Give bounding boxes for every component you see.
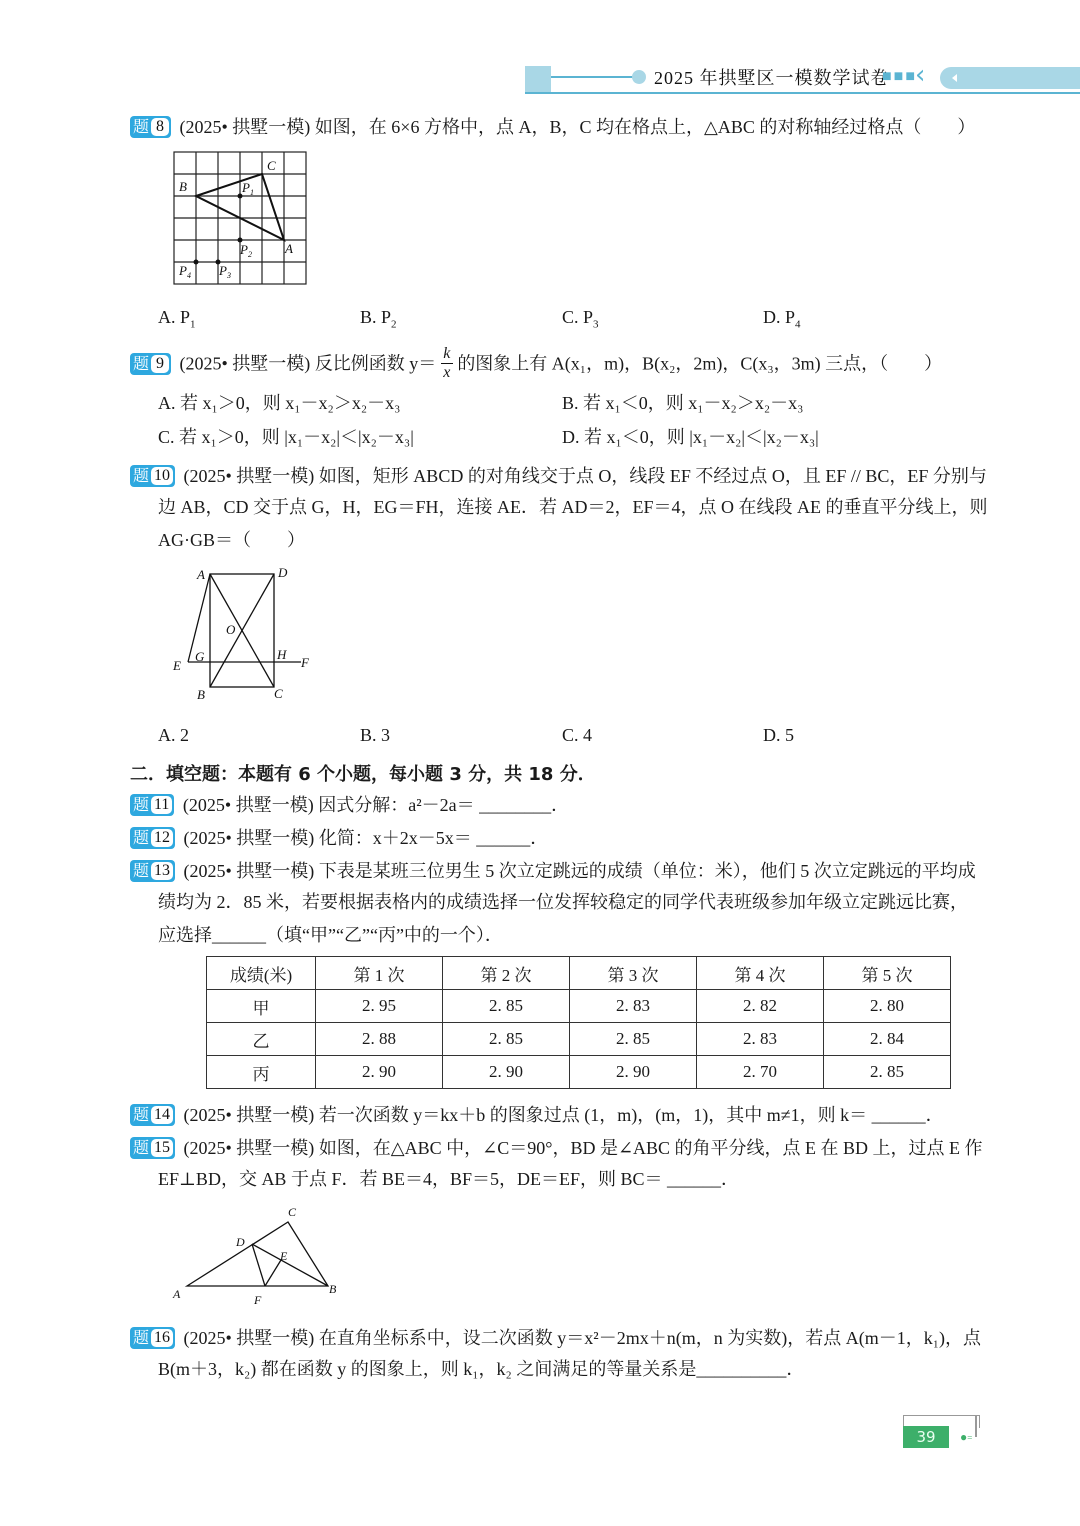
question-text-line: 绩均为 2．85 米，若要根据表格内的成绩选择一位发挥较稳定的同学代表班级参加年级立定跳远比赛，	[158, 892, 968, 912]
grid-triangle-figure	[172, 150, 312, 286]
header-title: 2025 年拱墅区一模数学试卷	[654, 68, 890, 88]
svg-text:C: C	[274, 686, 283, 701]
chevron-left-icon: ‹	[915, 60, 926, 90]
question-badge: 题 14	[130, 1104, 175, 1126]
svg-text:B: B	[179, 179, 187, 194]
option-a[interactable]: A. 2	[158, 725, 189, 745]
question-source: (2025• 拱墅一模)	[179, 353, 311, 374]
question-8	[130, 114, 975, 138]
question-13: 题 13 (2025• 拱墅一模) 下表是某班三位男生 5 次立定跳远的成绩（单位：米），他们 5 次立定跳远的平均成	[130, 858, 976, 882]
question-text-line: 边 AB，CD 交于点 G，H，EG＝FH，连接 AE．若 AD＝2，EF＝4，点 O 在线段 AE 的垂直平分线上，则	[158, 497, 988, 517]
svg-text:P3: $P_3$	[219, 263, 231, 280]
option-a[interactable]: A. 若 x₁＞0，则 x₁－x₂＞x₂－x₃	[158, 393, 401, 413]
scores-table	[206, 956, 951, 1089]
header-dots-icon: ■ ■ ■	[882, 68, 914, 85]
question-source: (2025• 拱墅一模)	[179, 116, 311, 137]
svg-text:F: F	[254, 1293, 262, 1307]
question-source: (2025• 拱墅一模)	[183, 1104, 315, 1125]
svg-text:F: F	[301, 655, 309, 670]
question-15: 题 15 (2025• 拱墅一模) 如图，在△ABC 中，∠C＝90°，BD 是∠ABC 的角平分线，点 E 在 BD 上，过点 E 作	[130, 1135, 983, 1159]
option-b[interactable]: B. 若 x₁＜0，则 x₁－x₂＞x₂－x₃	[562, 393, 804, 413]
svg-text:A: A	[197, 567, 205, 582]
option-c[interactable]: C. 4	[562, 725, 593, 745]
header-decor-line	[551, 76, 635, 78]
option-c[interactable]: C. 若 x₁＞0，则 |x₁－x₂|＜|x₂－x₃|	[158, 427, 414, 447]
question-text: 若一次函数 y＝kx＋b 的图象过点 (1，m)，(m，1)，其中 m≠1，则 k＝ ______．	[318, 1104, 944, 1125]
svg-text:E: E	[280, 1249, 288, 1263]
triangle-bisector-figure	[168, 1200, 348, 1312]
svg-text:D: D	[236, 1235, 245, 1249]
svg-text:B: B	[329, 1282, 337, 1296]
question-badge: 题 8	[130, 116, 171, 138]
svg-text:C: C	[267, 158, 276, 173]
question-badge: 题 15	[130, 1137, 175, 1159]
svg-text:D: D	[278, 565, 288, 580]
table-row: 甲 2. 95 2. 85 2. 83 2. 82 2. 80	[207, 990, 951, 1023]
option-a[interactable]: A. $P_1$	[158, 307, 196, 331]
page-number: 39	[903, 1426, 949, 1448]
rectangle-figure	[168, 562, 318, 704]
section-heading: 二．填空题：本题有 6 个小题，每小题 3 分，共 18 分．	[130, 764, 596, 785]
option-d[interactable]: D. $P_4$	[763, 307, 801, 331]
header-rule	[525, 92, 1080, 94]
question-10: 题 10 (2025• 拱墅一模) 如图，矩形 ABCD 的对角线交于点 O，线段 EF 不经过点 O，且 EF // BC，EF 分别与	[130, 463, 987, 487]
question-source: (2025• 拱墅一模)	[183, 827, 315, 848]
question-source: (2025• 拱墅一模)	[183, 860, 315, 881]
question-text-line: 应选择______（填“甲”“乙”“丙”中的一个）．	[158, 925, 503, 945]
svg-text:C: C	[288, 1205, 297, 1219]
fraction: $\frac{k}{x}$	[441, 346, 453, 381]
svg-text:G: G	[195, 649, 205, 664]
question-badge: 题 12	[130, 827, 175, 849]
question-source: (2025• 拱墅一模)	[182, 794, 314, 815]
question-text-line: AG·GB＝（ ）	[158, 530, 305, 550]
option-d[interactable]: D. 5	[763, 725, 794, 745]
header-decor-block	[525, 66, 551, 94]
question-text: 化简：x＋2x－5x＝ ______．	[318, 827, 549, 848]
page-number-frame	[975, 1415, 977, 1437]
question-badge: 题 13	[130, 860, 175, 882]
question-text: 如图，在 6×6 方格中，点 A，B，C 均在格点上，△ABC 的对称轴经过格点（ ）	[314, 116, 976, 137]
question-text: 因式分解：a²－2a＝ ________．	[318, 794, 570, 815]
svg-text:E: E	[173, 658, 181, 673]
svg-text:B: B	[197, 687, 205, 702]
question-source: (2025• 拱墅一模)	[183, 1327, 315, 1348]
header-decor-pill	[940, 67, 1080, 89]
svg-text:P1: $P_1$	[242, 180, 254, 197]
svg-text:O: O	[226, 622, 236, 637]
question-badge: 题 9	[130, 353, 171, 375]
question-badge: 题 16	[130, 1327, 175, 1349]
plug-icon: ●=	[960, 1430, 973, 1444]
question-badge: 题 11	[130, 794, 174, 816]
option-d[interactable]: D. 若 x₁＜0，则 |x₁－x₂|＜|x₂－x₃|	[562, 427, 819, 447]
option-c[interactable]: C. $P_3$	[562, 307, 599, 331]
option-b[interactable]: B. 3	[360, 725, 391, 745]
table-row: 乙 2. 88 2. 85 2. 85 2. 83 2. 84	[207, 1023, 951, 1056]
triangle-left-icon	[952, 74, 957, 82]
question-16: 题 16 (2025• 拱墅一模) 在直角坐标系中，设二次函数 y＝x²－2mx＋n(m，n 为实数)，若点 A(m－1，k₁)，点	[130, 1325, 981, 1349]
svg-text:A: A	[173, 1287, 181, 1301]
option-b[interactable]: B. $P_2$	[360, 307, 397, 331]
question-text-line: B(m＋3，k₂) 都在函数 y 的图象上，则 k₁，k₂ 之间满足的等量关系是__________．	[158, 1359, 805, 1379]
question-14	[130, 1102, 944, 1126]
svg-text:P2: $P_2$	[240, 242, 252, 259]
table-row: 丙 2. 90 2. 90 2. 90 2. 70 2. 85	[207, 1056, 951, 1089]
svg-text:H: H	[277, 647, 287, 662]
question-12	[130, 825, 548, 849]
svg-text:A: A	[285, 241, 293, 256]
header-decor-dot	[632, 70, 646, 84]
question-source: (2025• 拱墅一模)	[183, 1137, 315, 1158]
question-9: 题 9 (2025• 拱墅一模) 反比例函数 y＝ $\frac{k}{x}$ 的图象上有 A(x₁，m)，B(x₂，2m)，C(x₃，3m) 三点，（ ）	[130, 346, 942, 381]
svg-text:P4: $P_4$	[179, 263, 191, 280]
question-11	[130, 792, 569, 816]
table-header-row: 成绩(米) 第 1 次 第 2 次 第 3 次 第 4 次 第 5 次	[207, 957, 951, 990]
question-source: (2025• 拱墅一模)	[183, 465, 315, 486]
question-badge: 题 10	[130, 465, 175, 487]
question-text-line: EF⊥BD，交 AB 于点 F．若 BE＝4，BF＝5，DE＝EF，则 BC＝ ______．	[158, 1169, 739, 1189]
